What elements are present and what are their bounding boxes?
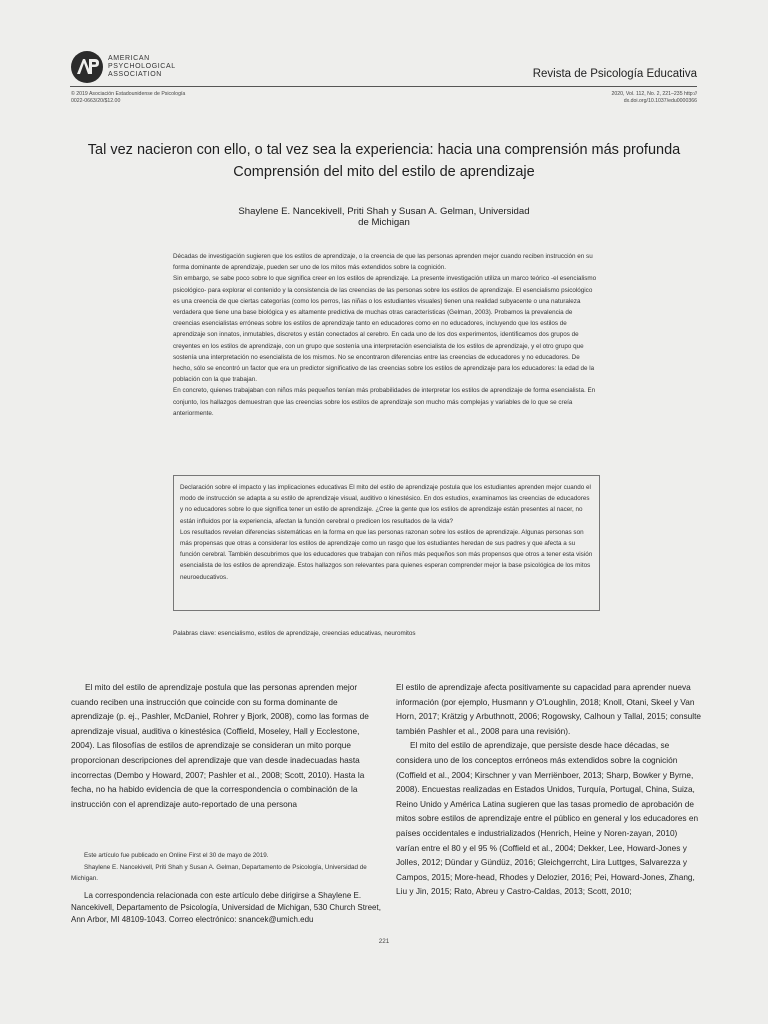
abstract [173,251,600,419]
apa-logo-text: AMERICAN PSYCHOLOGICAL ASSOCIATION [108,55,176,78]
journal-name: Revista de Psicología Educativa [532,68,697,80]
footnote: Shaylene E. Nancekivell, Priti Shah y Susan A. Gelman, Departamento de Psicología, Universidad de Michigan. [71,863,367,883]
footnotes [71,850,381,926]
impact-paragraph: Los resultados revelan diferencias sistemáticas en la forma en que las personas razonan sobre los estilos de aprendizaje. Algunas personas son más propensas que otras a considerar los estilos de aprendizaje como un rasgo que los estudiantes heredan de sus padres y que afecta a su función cerebral. También descubrimos que los educadores que trabajan con niños más pequeños son más propensos que otros a tener esta visión esencialista de los estilos de aprendizaje. Estos hallazgos son relevantes para quienes esperan comprender mejor la base psicológica de los mitos neuroeducativos. [180,528,593,581]
abstract-paragraph: Sin embargo, se sabe poco sobre lo que significa creer en los estilos de aprendizaje. La presente investigación utiliza un marco teórico -el esencialismo psicológico- para explorar el contenido y la consistencia de las creencias de las personas sobre los estilos de aprendizaje. El esencialismo psicológico es una creencia de que ciertas categorías (como los perros, las niñas o los estudiantes visuales) tienen una realidad subyacente o una naturaleza verdadera que tiene una base biológica y es altamente predictiva de muchas otras características (Gelman, 2003). Probamos la prevalencia de creencias esencialistas erróneas sobre los estilos de aprendizaje tanto en educadores como en no educadores, incluyendo que los estilos de aprendizaje son innatos, inmutables, discretos y están conectados al cerebro. En cada uno de los dos experimentos, identificamos dos grupos de creyentes en los estilos de aprendizaje, con un grupo que sostenía una interpretación esencialista de los estilos de aprendizaje, y el otro grupo que sostenía una interpretación no esencialista de los mismos. No se encontraron diferencias entre las creencias de educadores y no educadores. De hecho, sólo se encontró un factor que era un predictor significativo de las creencias sobre los estilos de aprendizaje para los educadores: la edad de la población con la que trabajan. [173,275,597,384]
authors: Shaylene E. Nancekivell, Priti Shah y Susan A. Gelman, Universidad de Michigan [238,206,530,228]
impact-paragraph: Declaración sobre el impacto y las implicaciones educativas El mito del estilo de aprendizaje postula que los estudiantes aprenden mejor cuando el modo de instrucción se adapta a su estilo de aprendizaje visual, auditivo o kinestésico. En dos estudios, examinamos las creencias de educadores y no educadores sobre lo que significa tener un estilo de aprendizaje. ¿Cree la gente que los estilos de aprendizaje están presentes al nacer, no están influidos por la experiencia, afectan la función cerebral o predicen los resultados de la vida? [180,484,591,525]
apa-logo-icon [70,50,104,84]
footnote: Este artículo fue publicado en Online First el 30 de mayo de 2019. [84,852,269,859]
impact-statement-box [173,475,600,611]
body-column-left [71,680,377,811]
body-column-right [396,680,702,899]
keywords: Palabras clave: esencialismo, estilos de aprendizaje, creencias educativas, neuromitos [173,630,416,637]
body-paragraph: El mito del estilo de aprendizaje postula que las personas aprenden mejor cuando reciben una instrucción que coincide con su forma dominante de aprendizaje (p. ej., Pashler, McDaniel, Rohrer y Bjork, 2008), como las formas de aprendizaje visual, auditiva o kinestésica (Coffield, Moseley, Hall y Ecclestone, 2004). Las filosofías de estilos de aprendizaje se consideran un mito porque proporcionan descripciones del aprendizaje que van desde inadecuadas hasta incorrectas (Dembo y Howard, 2007; Pashler et al., 2008; Scott, 2010). Hasta la fecha, no ha habido evidencia de que la correspondencia o combinación de la instrucción con el aprendizaje auto-reportado de una persona [71,682,369,809]
abstract-paragraph: En concreto, quienes trabajaban con niños más pequeños tenían más probabilidades de interpretar los estilos de aprendizaje de forma esencialista. En conjunto, los hallazgos demuestran que las creencias sobre los estilos de aprendizaje son mucho más complejas y variables de lo que se creía anteriormente. [173,387,596,417]
correspondence-note: La correspondencia relacionada con este artículo debe dirigirse a Shaylene E. Nancekivell, Departamento de Psicología, Universidad de Michigan, 530 Church Street, Ann Arbor, MI 48109-1043. Correo electrónico: snancek@umich.edu [71,890,381,924]
copyright-meta: © 2019 Asociación Estadounidense de Psicología 0022-0663/20/$12.00 [71,91,186,104]
article-title: Tal vez nacieron con ello, o tal vez sea la experiencia: hacia una comprensión más profunda Comprensión del mito del estilo de aprendizaje [87,142,681,180]
abstract-paragraph: Décadas de investigación sugieren que los estilos de aprendizaje, o la creencia de que las personas aprenden mejor cuando reciben instrucción en su forma dominante de aprendizaje, pueden ser uno de los mitos más extendidos sobre la cognición. [173,253,593,272]
header-rule [70,86,697,87]
page-number: 221 [378,938,390,945]
body-paragraph: El mito del estilo de aprendizaje, que persiste desde hace décadas, se considera uno de los conceptos erróneos más extendidos sobre la cognición (Coffield et al., 2004; Kirschner y van Merriënboer, 2013; Sharp, Bowker y Byrne, 2008). Encuestas realizadas en Estados Unidos, Turquía, Portugal, China, Suiza, Reino Unido y América Latina sugieren que las tasas promedio de aprobación de mitos sobre estilos de aprendizaje entre el público en general y los educadores en países occidentales e industrializados (Henrich, Heine y Noren-zayan, 2010) varían entre el 80 y el 95 % (Coffield et al., 2004; Dekker, Lee, Howard-Jones y Jolles, 2012; Dündar y Gündüz, 2016; Gleichgerrcht, Lira Luttges, Salvarezza y Campos, 2015; More-head, Rhodes y Delozier, 2016; Pei, Howard-Jones, Zhang, Liu y Jin, 2015; Rato, Abreu y Castro-Caldas, 2013; Scott, 2010; [396,740,699,897]
citation-meta: 2020, Vol. 112, No. 2, 221–235 http:// dx.doi.org/10.1037/edu0000366 [611,91,697,104]
apa-logo [70,50,176,84]
body-paragraph: El estilo de aprendizaje afecta positivamente su capacidad para aprender nueva información (por ejemplo, Husmann y O'Loughlin, 2018; Knoll, Otani, Skeel y Van Horn, 2017; Krätzig y Arbuthnott, 2006; Rogowsky, Calhoun y Tallal, 2015; consulte también Pashler et al., 2008 para una revisión). [396,682,702,736]
